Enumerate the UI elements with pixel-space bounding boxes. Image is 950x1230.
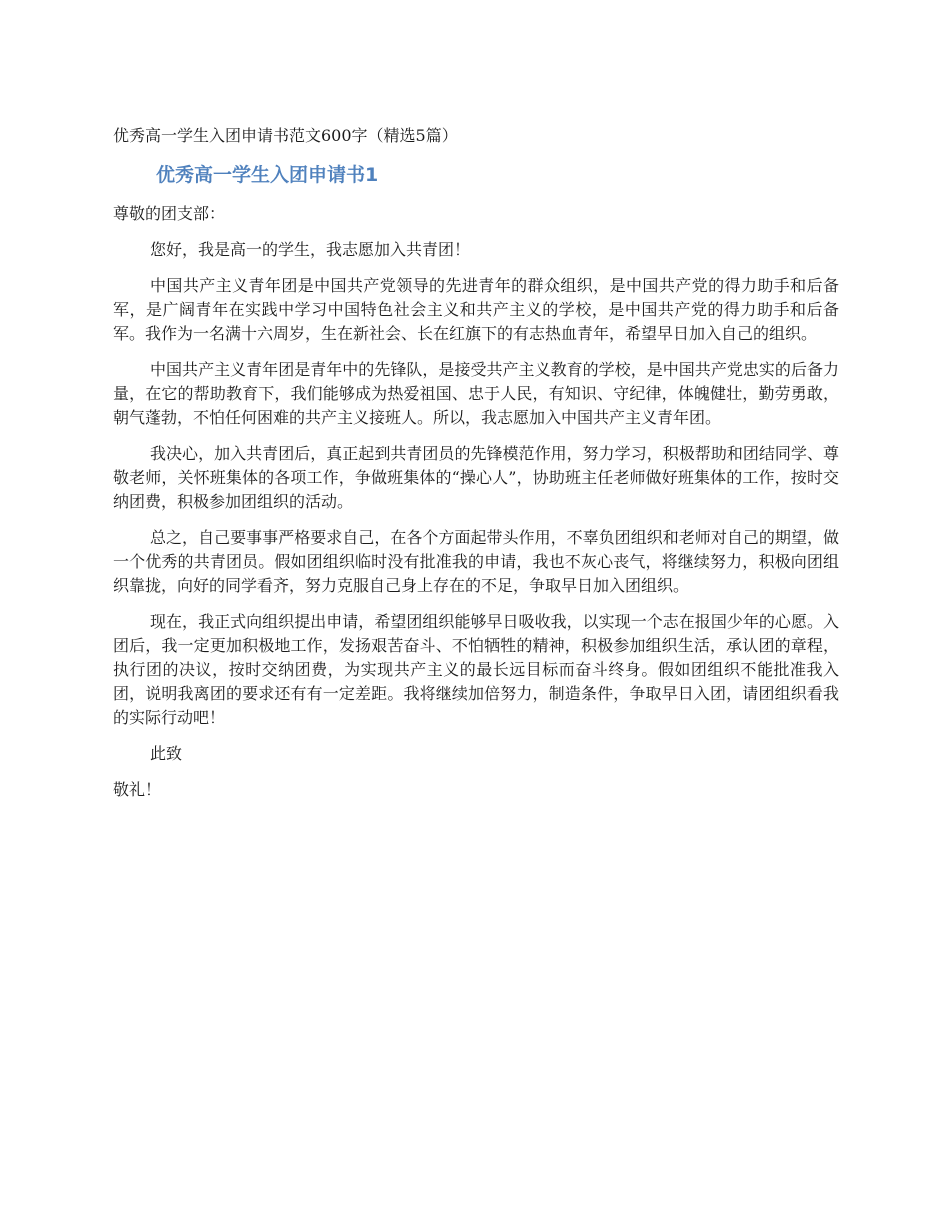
section-heading: 优秀高一学生入团申请书1: [156, 164, 379, 186]
paragraph-4: 总之，自己要事事严格要求自己，在各个方面起带头作用，不辜负团组织和老师对自己的期望，做一个优秀的共青团员。假如团组织临时没有批准我的申请，我也不灰心丧气，将继续努力，积极向团组织靠拢，向好的同学看齐，努力克服自己身上存在的不足，争取早日加入团组织。: [113, 528, 839, 595]
paragraph-2: 中国共产主义青年团是青年中的先锋队，是接受共产主义教育的学校，是中国共产党忠实的后备力量，在它的帮助教育下，我们能够成为热爱祖国、忠于人民，有知识、守纪律，体魄健壮，勤劳勇敢，朝气蓬勃，不怕任何困难的共产主义接班人。所以，我志愿加入中国共产主义青年团。: [113, 360, 839, 427]
paragraph-greeting: 您好，我是高一的学生，我志愿加入共青团！: [150, 240, 471, 259]
closing-line-1: 此致: [150, 744, 183, 763]
document-title: 优秀高一学生入团申请书范文600字（精选5篇）: [113, 126, 458, 145]
salutation: 尊敬的团支部：: [113, 204, 226, 223]
closing-line-2: 敬礼！: [113, 780, 162, 799]
paragraph-1: 中国共产主义青年团是中国共产党领导的先进青年的群众组织，是中国共产党的得力助手和后备军，是广阔青年在实践中学习中国特色社会主义和共产主义的学校，是中国共产党的得力助手和后备军。我作为一名满十六周岁，生在新社会、长在红旗下的有志热血青年，希望早日加入自己的组织。: [113, 276, 839, 343]
paragraph-3: 我决心，加入共青团后，真正起到共青团员的先锋模范作用，努力学习，积极帮助和团结同学、尊敬老师，关怀班集体的各项工作，争做班集体的“操心人”，协助班主任老师做好班集体的工作，按时交纳团费，积极参加团组织的活动。: [113, 444, 839, 511]
document-page: [113, 124, 839, 814]
paragraph-5: 现在，我正式向组织提出申请，希望团组织能够早日吸收我，以实现一个志在报国少年的心愿。入团后，我一定更加积极地工作，发扬艰苦奋斗、不怕牺牲的精神，积极参加组织生活，承认团的章程，执行团的决议，按时交纳团费，为实现共产主义的最长远目标而奋斗终身。假如团组织不能批准我入团，说明我离团的要求还有有一定差距。我将继续加倍努力，制造条件，争取早日入团，请团组织看我的实际行动吧！: [113, 612, 839, 727]
